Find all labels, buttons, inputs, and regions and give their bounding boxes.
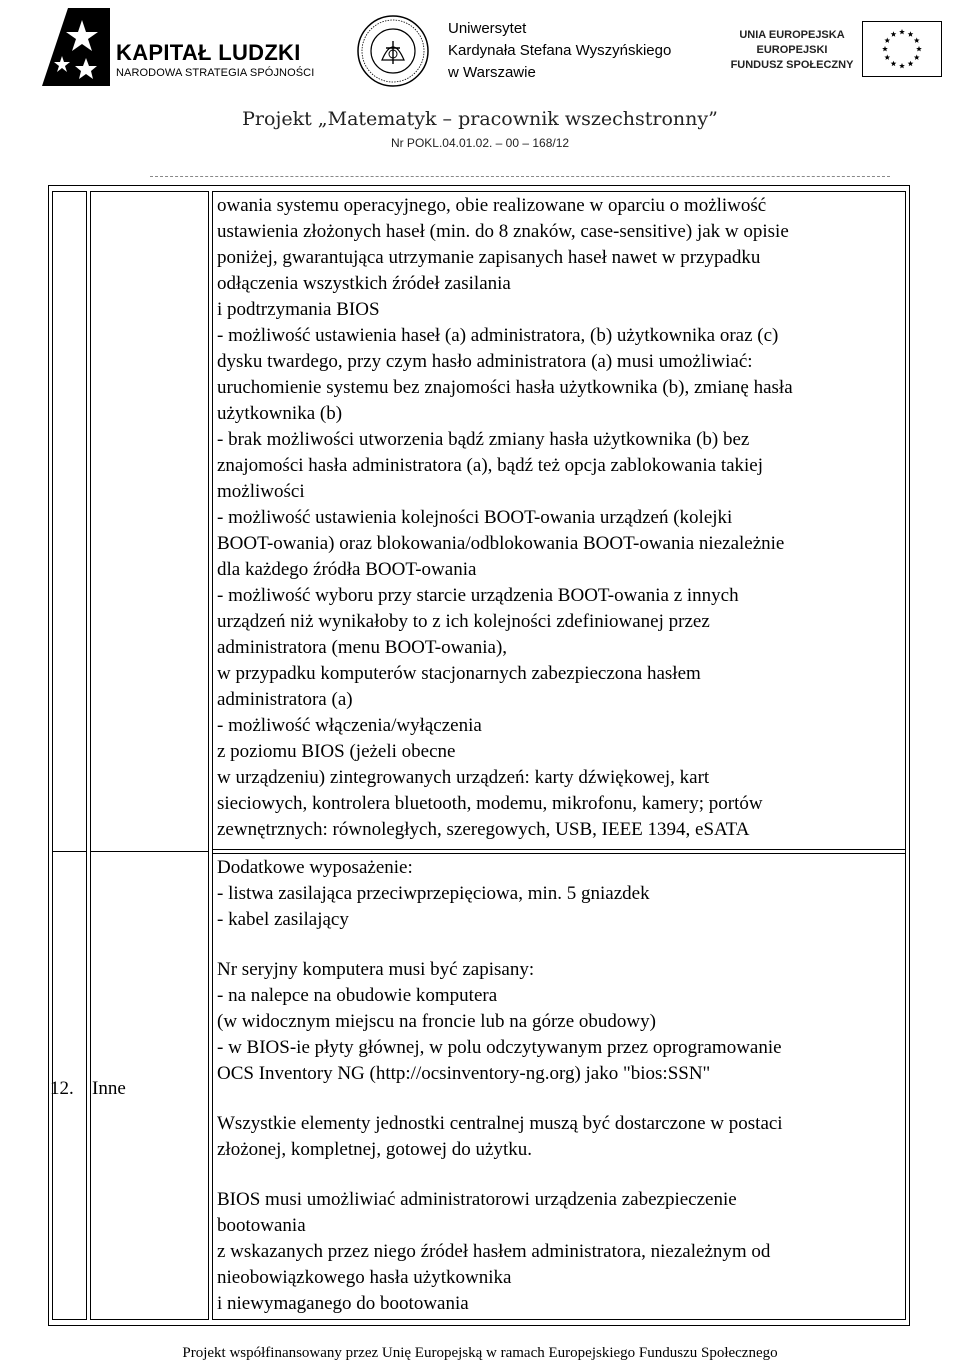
column-divider-1b	[90, 191, 91, 1320]
project-number: Nr POKL.04.01.02. – 00 – 168/12	[390, 136, 570, 150]
cell-left-1	[52, 191, 53, 1320]
serial-number-block	[217, 957, 907, 1087]
assembly-block	[217, 1111, 907, 1163]
content-line: Dodatkowe wyposażenie:	[217, 857, 413, 878]
university-seal-icon	[356, 14, 430, 88]
content-line: bootowania	[217, 1215, 306, 1236]
cell-top-1	[52, 191, 86, 192]
content-line: Nr seryjny komputera musi być zapisany:	[217, 959, 535, 980]
content-line: BIOS musi umożliwiać administratorowi urządzenia zabezpieczenie	[217, 1189, 737, 1210]
content-line: - możliwość ustawienia haseł (a) administratora, (b) użytkownika oraz (c)	[217, 325, 779, 346]
content-line: OCS Inventory NG (http://ocsinventory-ng.org) jako "bios:SSN"	[217, 1063, 711, 1084]
column-divider-2b	[212, 191, 213, 1320]
content-line: dla każdego źródła BOOT-owania	[217, 559, 477, 580]
eu-logo-text	[728, 28, 856, 73]
content-line: złożonej, kompletnej, gotowej do użytku.	[217, 1139, 533, 1160]
cell-bottom-1	[52, 1319, 86, 1320]
content-line: - możliwość włączenia/wyłączenia	[217, 715, 482, 736]
content-line: sieciowych, kontrolera bluetooth, modemu, mikrofonu, kamery; portów	[217, 793, 763, 814]
content-line: i niewymaganego do bootowania	[217, 1293, 469, 1314]
content-line: - możliwość ustawienia kolejności BOOT-owania urządzeń (kolejki	[217, 507, 733, 528]
cell-bottom-2	[90, 1319, 208, 1320]
content-line: użytkownika (b)	[217, 403, 343, 424]
eu-line-1: UNIA EUROPEJSKA	[739, 29, 845, 41]
kapital-ludzki-logo	[38, 6, 338, 86]
content-line: - możliwość wyboru przy starcie urządzenia BOOT-owania z innych	[217, 585, 739, 606]
content-line: i podtrzymania BIOS	[217, 299, 380, 320]
row-name: Inne	[92, 1078, 126, 1099]
content-line: dysku twardego, przy czym hasło administratora (a) musi umożliwiać:	[217, 351, 753, 372]
content-line: BOOT-owania) oraz blokowania/odblokowania BOOT-owania niezależnie	[217, 533, 785, 554]
content-line: zewnętrznych: równoległych, szeregowych, USB, IEEE 1394, eSATA	[217, 819, 750, 840]
content-line: w przypadku komputerów stacjonarnych zabezpieczona hasłem	[217, 663, 701, 684]
university-line-1: Uniwersytet	[448, 20, 527, 37]
content-line: w urządzeniu) zintegrowanych urządzeń: karty dźwiękowej, kart	[217, 767, 710, 788]
university-line-2: Kardynała Stefana Wyszyńskiego	[448, 42, 672, 59]
boot-password-block	[217, 1187, 907, 1317]
row-number: 12.	[50, 1078, 74, 1099]
row-content	[217, 193, 907, 1317]
table-border-top	[48, 185, 910, 186]
table-border-right	[909, 185, 910, 1326]
kapital-ludzki-title: KAPITAŁ LUDZKI	[116, 40, 301, 65]
cell-top-3	[212, 191, 906, 192]
bios-security-block	[217, 193, 907, 843]
column-divider-2a	[208, 191, 209, 1320]
content-line: nieobowiązkowego hasła użytkownika	[217, 1267, 512, 1288]
content-line: Wszystkie elementy jednostki centralnej muszą być dostarczone w postaci	[217, 1113, 783, 1134]
kapital-ludzki-subtitle: NARODOWA STRATEGIA SPÓJNOŚCI	[116, 67, 315, 79]
additional-equipment-block	[217, 855, 907, 933]
project-title: Projekt „Matematyk – pracownik wszechstronny”	[242, 108, 718, 130]
content-line: owania systemu operacyjnego, obie realizowane w oparciu o możliwość	[217, 195, 767, 216]
cell-bottom-3	[212, 1319, 906, 1320]
eu-line-3: FUNDUSZ SPOŁECZNY	[730, 59, 854, 71]
eu-flag-icon	[862, 21, 942, 77]
content-line: uruchomienie systemu bez znajomości hasła użytkownika (b), zmianę hasła	[217, 377, 793, 398]
content-line: - w BIOS-ie płyty głównej, w polu odczytywanym przez oprogramowanie	[217, 1037, 782, 1058]
content-line: możliwości	[217, 481, 305, 502]
content-line: znajomości hasła administratora (a), bądź też opcja zablokowania takiej	[217, 455, 764, 476]
content-line: urządzeń niż wynikałoby to z ich kolejności zdefiniowanej przez	[217, 611, 710, 632]
content-line: ustawienia złożonych haseł (min. do 8 znaków, case-sensitive) jak w opisie	[217, 221, 789, 242]
content-line: - kabel zasilający	[217, 909, 349, 930]
footer-funding-note: Projekt współfinansowany przez Unię Europejską w ramach Europejskiego Funduszu Społecznego	[182, 1345, 778, 1361]
content-line: (w widocznym miejscu na froncie lub na górze obudowy)	[217, 1011, 656, 1032]
header-divider	[150, 176, 890, 177]
table-border-left	[48, 185, 49, 1326]
row-divider-1	[52, 851, 86, 852]
content-line: z wskazanych przez niego źródeł hasłem administratora, niezależnym od	[217, 1241, 771, 1262]
university-line-3: w Warszawie	[448, 64, 536, 81]
content-line: - na nalepce na obudowie komputera	[217, 985, 498, 1006]
content-line: odłączenia wszystkich źródeł zasilania	[217, 273, 511, 294]
column-divider-1a	[86, 191, 87, 1320]
content-line: administratora (menu BOOT-owania),	[217, 637, 508, 658]
content-line: administratora (a)	[217, 689, 353, 710]
cell-top-2	[90, 191, 208, 192]
row-divider-2	[90, 851, 208, 852]
content-line: z poziomu BIOS (jeżeli obecne	[217, 741, 456, 762]
eu-line-2: EUROPEJSKI	[756, 44, 828, 56]
star-logo-icon	[38, 6, 110, 86]
table-border-bottom	[48, 1325, 910, 1326]
content-line: - brak możliwości utworzenia bądź zmiany hasła użytkownika (b) bez	[217, 429, 750, 450]
content-line: poniżej, gwarantująca utrzymanie zapisanych haseł nawet w przypadku	[217, 247, 761, 268]
content-line: - listwa zasilająca przeciwprzepięciowa, min. 5 gniazdek	[217, 883, 650, 904]
university-name	[448, 18, 671, 84]
